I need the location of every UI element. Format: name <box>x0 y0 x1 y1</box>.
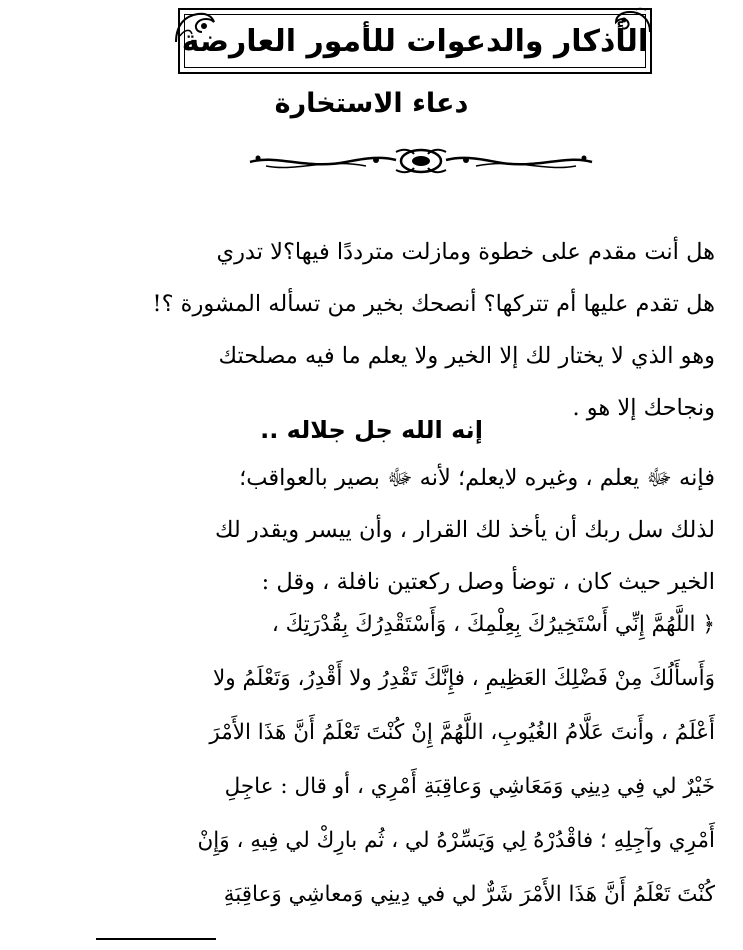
intro-line: هل أنت مقدم على خطوة ومازلت مترددًا فيها؟لا تدري <box>216 239 715 265</box>
dua-line: وَأَسأَلُكَ مِنْ فَضْلِكَ العَظِيمِ ، فإِنَّكَ تَقْدِرُ ولا أَقْدِرُ، وَتَعْلَمُ ولا <box>212 666 715 691</box>
page-footer-rule <box>96 938 216 944</box>
section-title: دعاء الاستخارة <box>274 88 469 119</box>
intro-paragraph <box>112 226 715 434</box>
dua-line <box>112 598 715 652</box>
dua-line: أَمْرِي وآجِلِهِ ؛ فاقْدُرْهُ لِي وَيَسِّرْهُ لي ، ثُم بارِكْ لي فِيهِ ، وَإِنْ <box>197 828 715 853</box>
dua-line: كُنْتَ تَعْلَمُ أَنَّ هَذَا الأَمْرَ شَرٌّ لي في دِينِي وَمعاشِي وَعاقِبَةِ <box>223 882 715 907</box>
page-title: الأذكار والدعوات للأمور العارضة <box>181 23 649 59</box>
quran-bracket-icon: ﴿ <box>702 612 715 637</box>
dua-line: خَيْرٌ لي فِي دِينِي وَمَعَاشِي وَعاقِبَةِ أَمْرِي ، أو قال : عاجِلِ <box>224 774 715 799</box>
intro-line: وهو الذي لا يختار لك إلا الخير ولا يعلم ما فيه مصلحتك <box>218 343 715 369</box>
title-frame <box>178 8 652 74</box>
dua-paragraph <box>112 598 715 922</box>
explanation-paragraph <box>112 452 715 608</box>
dua-line: أَعْلَمُ ، وأَنتَ عَلَّامُ الغُيُوبِ، اللَّهُمَّ إِنْ كُنْتَ تَعْلَمُ أَنَّ هَذَا الأَمْرَ <box>209 720 715 745</box>
explanation-line: لذلك سل ربك أن يأخذ لك القرار ، وأن ييسر ويقدر لك <box>214 517 715 543</box>
explanation-line: الخير حيث كان ، توضأ وصل ركعتين نافلة ، وقل : <box>261 569 715 595</box>
dua-text: اللَّهُمَّ إِنِّي أَسْتَخِيرُكَ بِعِلْمِكَ ، وَأَسْتَقْدِرُكَ بِقُدْرَتِكَ ، <box>271 612 696 637</box>
explanation-line: فإنه ﷻ يعلم ، وغيره لايعلم؛ لأنه ﷻ بصير بالعواقب؛ <box>239 465 715 491</box>
scroll-ornament-icon <box>246 146 596 176</box>
emphasis-heading: إنه الله جل جلاله .. <box>260 416 483 444</box>
intro-line: ونجاحك إلا هو . <box>572 395 715 421</box>
intro-line: هل تقدم عليها أم تتركها؟ أنصحك بخير من تسأله المشورة ؟! <box>152 291 715 317</box>
